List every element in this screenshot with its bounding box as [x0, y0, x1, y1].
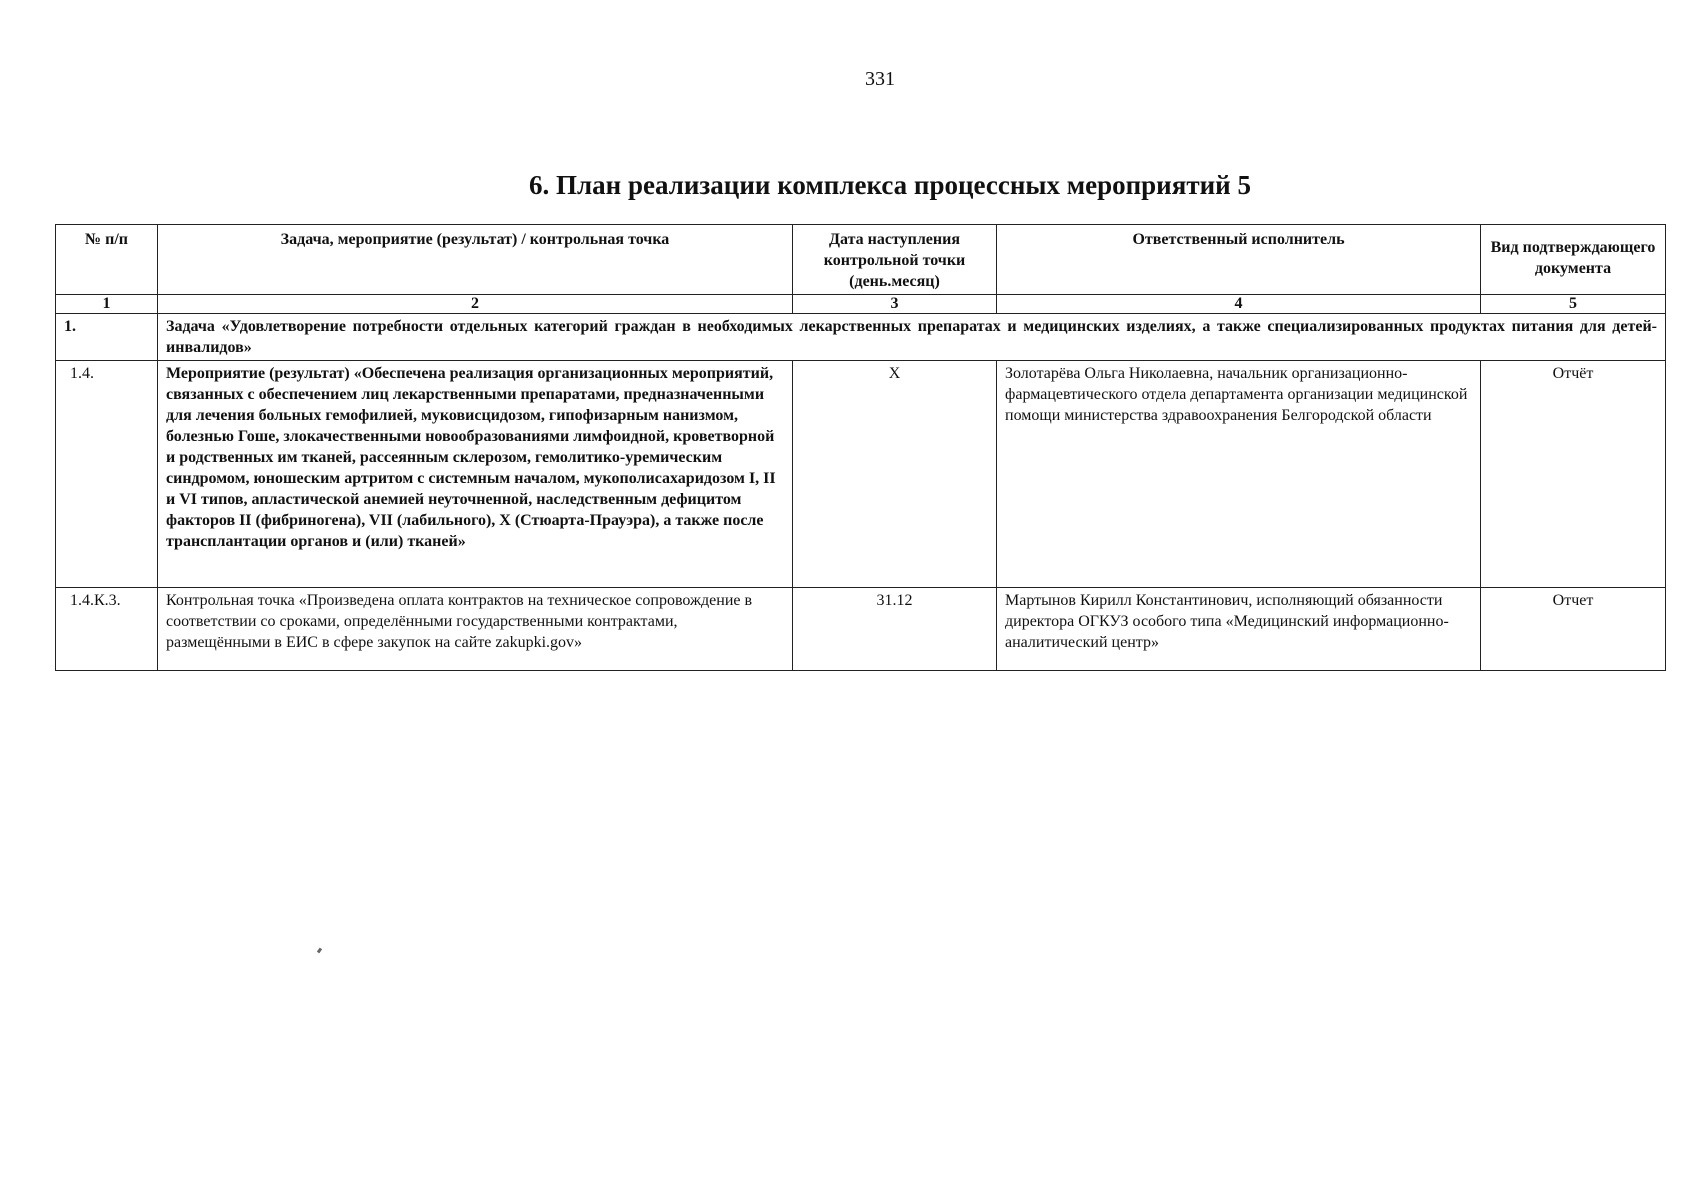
header-row	[56, 225, 1666, 295]
row-num: 1.4.К.3.	[56, 588, 158, 671]
page-number: 331	[865, 68, 895, 90]
row-text: Мероприятие (результат) «Обеспечена реализация организационных мероприятий, связанных с обеспечением лиц лекарственными препаратами, предназначенными для лечения больных гемофилией, муковисцидозом, гипофизарным нанизмом, болезнью Гоше, злокачественными новообразованиями лимфоидной, кроветворной и родственных им тканей, рассеянным склерозом, гемолитико-уремическим синдромом, юношеским артритом с системным началом, мукополисахаридозом I, II и VI типов, апластической анемией неуточненной, наследственным дефицитом факторов II (фибриногена), VII (лабильного), X (Стюарта-Прауэра), а также после трансплантации органов и (или) тканей»	[158, 361, 793, 588]
header-num: № п/п	[56, 225, 158, 295]
column-number: 5	[1481, 295, 1666, 314]
scan-speck	[317, 948, 322, 954]
task-num: 1.	[56, 314, 158, 361]
page-title: 6. План реализации комплекса процессных мероприятий 5	[529, 170, 1251, 200]
column-number: 1	[56, 295, 158, 314]
column-number-row	[56, 295, 1666, 314]
row-num: 1.4.	[56, 361, 158, 588]
row-responsible: Золотарёва Ольга Николаевна, начальник организационно-фармацевтического отдела департамента организации медицинской помощи министерства здравоохранения Белгородской области	[997, 361, 1481, 588]
column-number: 2	[158, 295, 793, 314]
row-doc: Отчет	[1481, 588, 1666, 671]
header-responsible: Ответственный исполнитель	[997, 225, 1481, 295]
task-text: Задача «Удовлетворение потребности отдельных категорий граждан в необходимых лекарственных препаратах и медицинских изделиях, а также специализированных продуктах питания для детей-инвалидов»	[158, 314, 1666, 361]
row-responsible: Мартынов Кирилл Константинович, исполняющий обязанности директора ОГКУЗ особого типа «Медицинский информационно-аналитический центр»	[997, 588, 1481, 671]
plan-table	[55, 224, 1666, 671]
header-date: Дата наступления контрольной точки (день.месяц)	[793, 225, 997, 295]
header-doc: Вид подтверждающего документа	[1481, 225, 1666, 295]
table-row	[56, 588, 1666, 671]
row-text: Контрольная точка «Произведена оплата контрактов на техническое сопровождение в соответствии со сроками, определёнными государственными контрактами, размещёнными в ЕИС в сфере закупок на сайте zakupki.gov»	[158, 588, 793, 671]
task-row	[56, 314, 1666, 361]
table-row	[56, 361, 1666, 588]
row-doc: Отчёт	[1481, 361, 1666, 588]
column-number: 3	[793, 295, 997, 314]
header-task: Задача, мероприятие (результат) / контрольная точка	[158, 225, 793, 295]
column-number: 4	[997, 295, 1481, 314]
row-date: 31.12	[793, 588, 997, 671]
row-date: X	[793, 361, 997, 588]
